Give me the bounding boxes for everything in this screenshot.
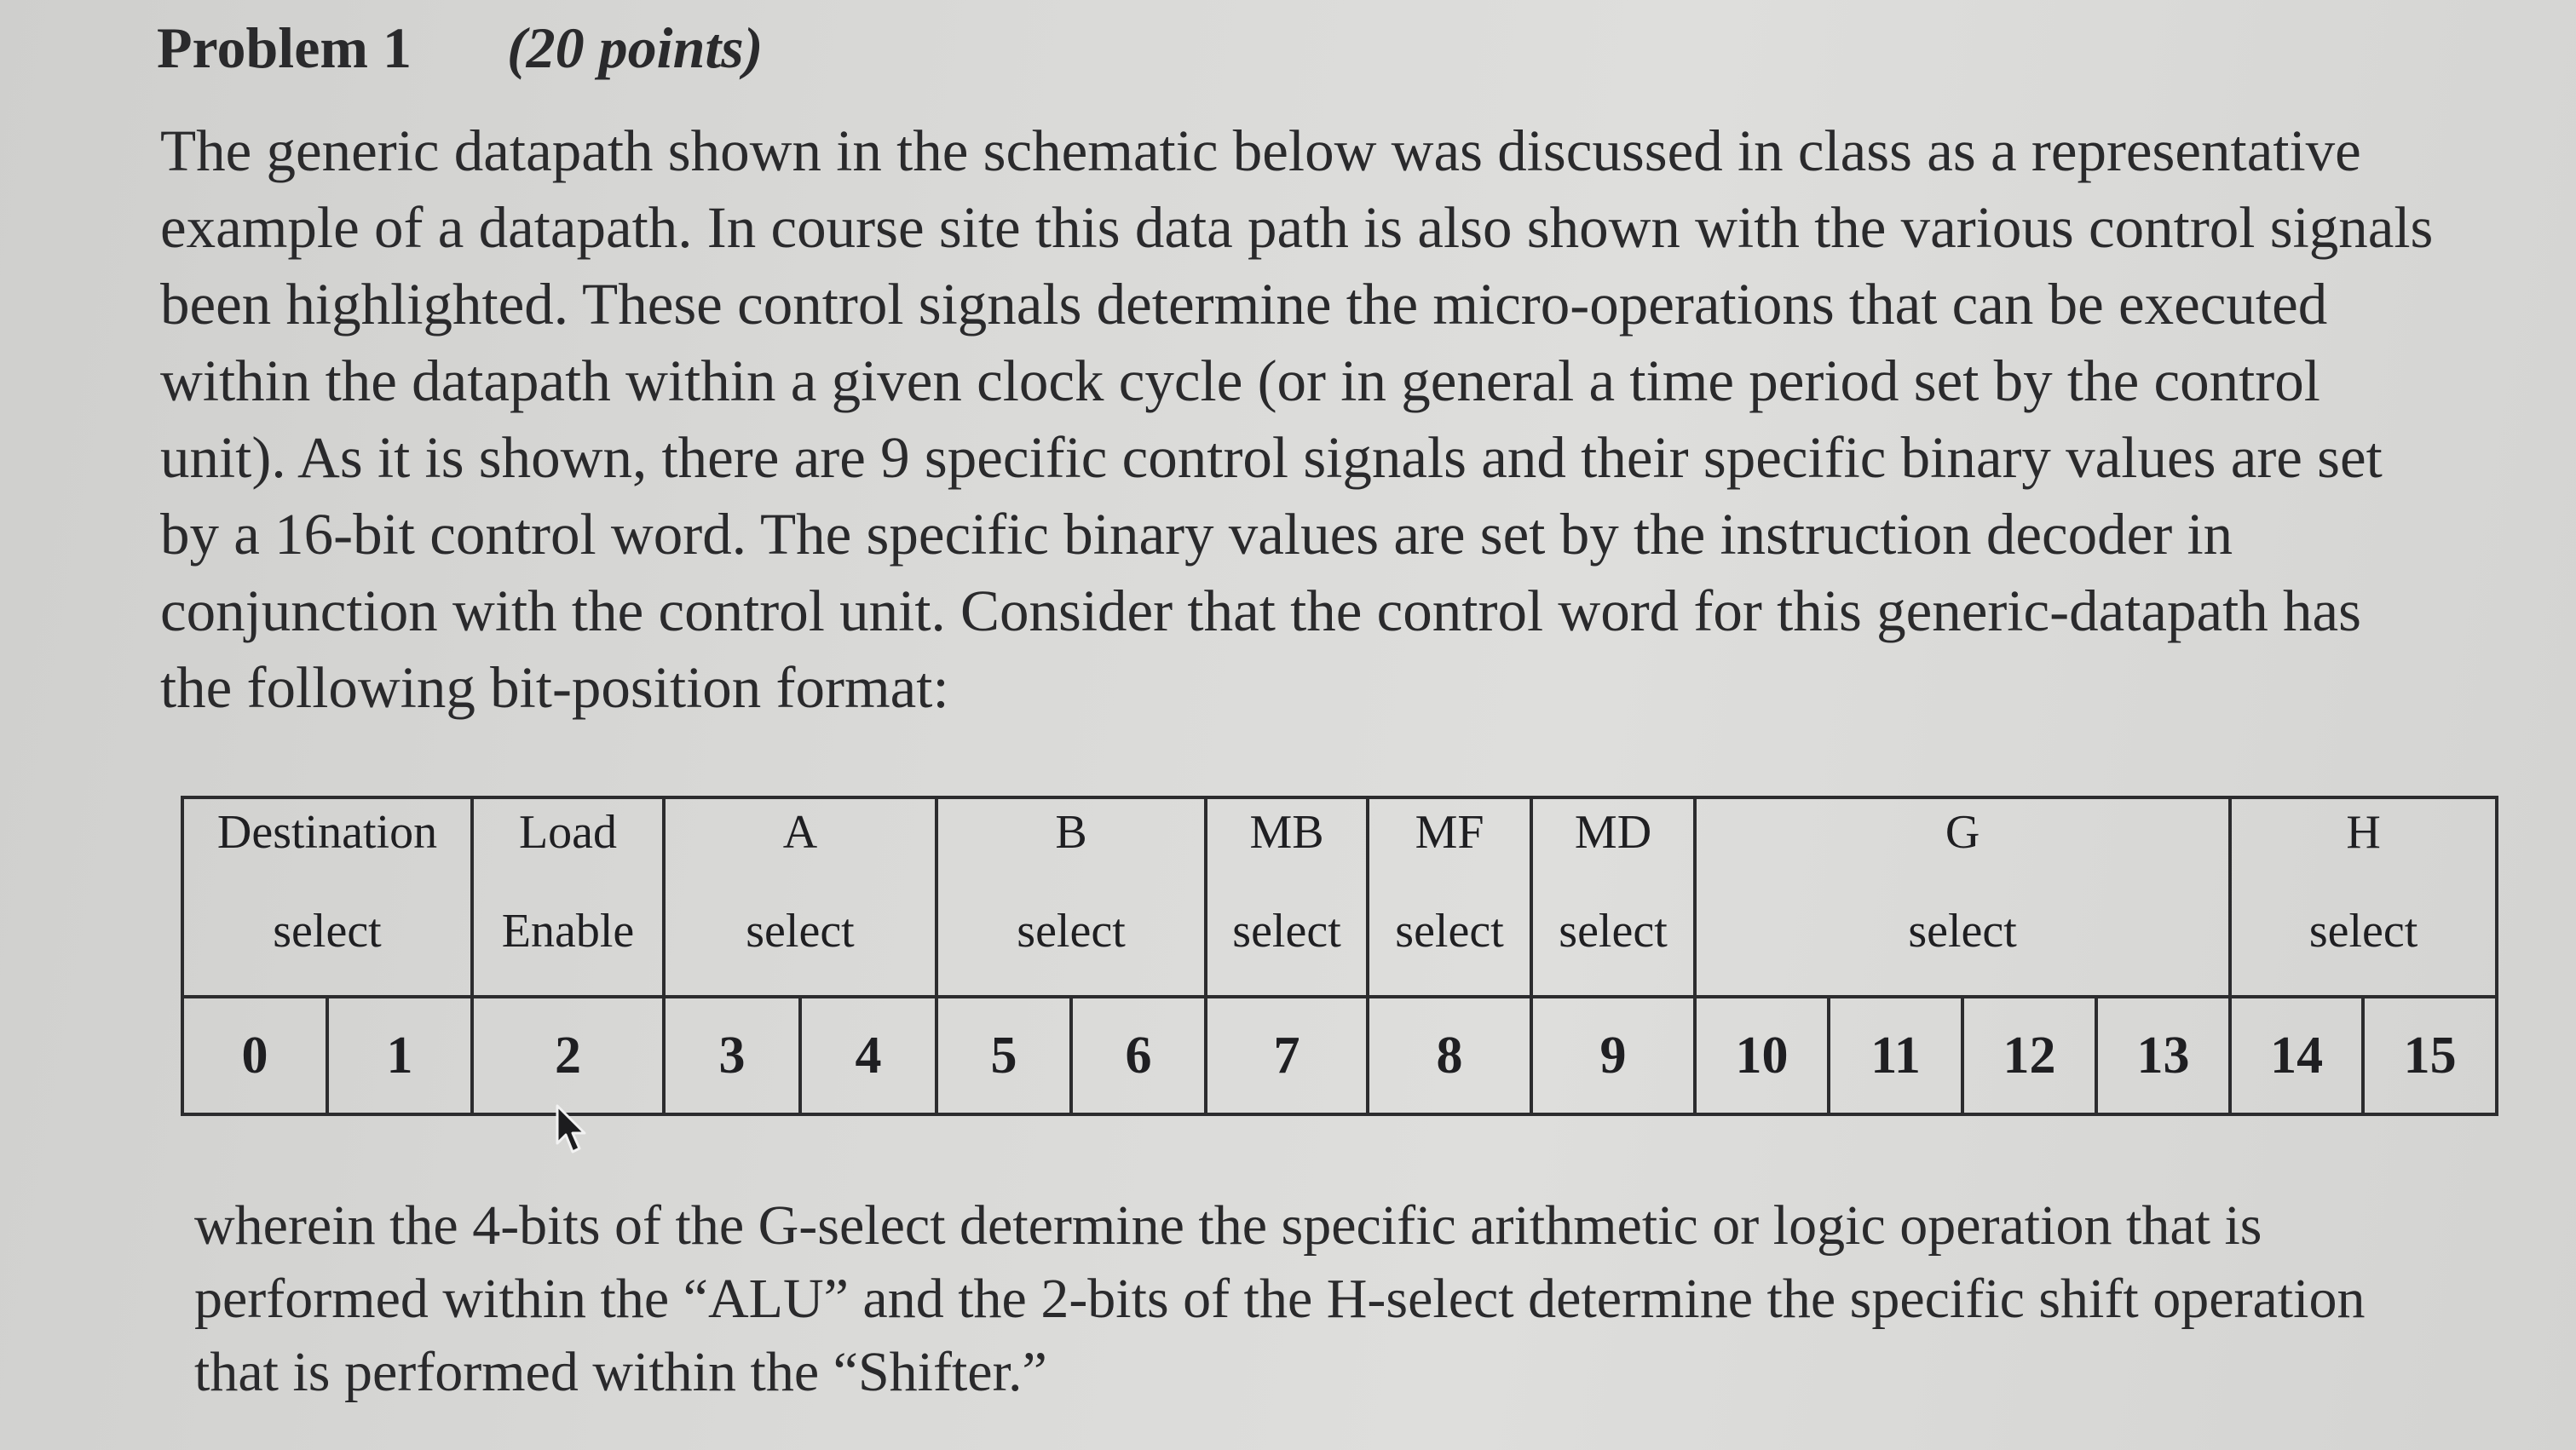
intro-line: The generic datapath shown in the schematic below was discussed in class as a representative xyxy=(160,118,2361,183)
field-b-select xyxy=(936,797,1206,997)
intro-line: been highlighted. These control signals determine the micro-operations that can be executed xyxy=(160,272,2328,337)
bit-position: 15 xyxy=(2363,997,2497,1114)
field-sub: select xyxy=(1395,905,1504,958)
bit-position: 3 xyxy=(664,997,800,1114)
field-mb-select xyxy=(1206,797,1368,997)
field-destination-select xyxy=(182,797,472,997)
field-sub: select xyxy=(746,905,855,958)
intro-line: by a 16-bit control word. The specific binary values are set by the instruction decoder in xyxy=(160,502,2233,567)
intro-line: the following bit-position format: xyxy=(160,655,949,720)
bit-position: 5 xyxy=(936,997,1071,1114)
field-name: Destination xyxy=(216,806,438,859)
bit-position: 8 xyxy=(1368,997,1531,1114)
bit-position: 10 xyxy=(1695,997,1829,1114)
bit-position: 11 xyxy=(1829,997,1962,1114)
outro-line: that is performed within the “Shifter.” xyxy=(194,1341,1047,1403)
field-sub: Enable xyxy=(501,905,635,958)
bit-position: 13 xyxy=(2096,997,2230,1114)
field-row xyxy=(182,797,2497,997)
field-sub: select xyxy=(2308,905,2418,958)
field-name: MD xyxy=(1574,806,1652,859)
mouse-pointer-icon xyxy=(556,1104,591,1155)
field-mf-select xyxy=(1368,797,1531,997)
problem-points: (20 points) xyxy=(507,15,764,80)
intro-line: within the datapath within a given clock cycle (or in general a time period set by the control xyxy=(160,348,2320,413)
field-name: G xyxy=(1945,806,1980,859)
intro-line: conjunction with the control unit. Consider that the control word for this generic-datapath has xyxy=(160,578,2362,643)
problem-heading xyxy=(157,12,763,83)
field-g-select xyxy=(1695,797,2230,997)
field-name: B xyxy=(1055,806,1087,859)
field-sub: select xyxy=(1908,905,2017,958)
intro-line: unit). As it is shown, there are 9 specific control signals and their specific binary values are set xyxy=(160,425,2383,490)
outro-line: performed within the “ALU” and the 2-bits of the H-select determine the specific shift operation xyxy=(194,1268,2366,1330)
bit-position: 1 xyxy=(327,997,472,1114)
field-name: Load xyxy=(518,806,618,859)
field-sub: select xyxy=(273,905,382,958)
field-name: H xyxy=(2346,806,2381,859)
bit-position: 12 xyxy=(1962,997,2096,1114)
bit-position-row xyxy=(182,997,2497,1114)
bit-position: 14 xyxy=(2230,997,2363,1114)
field-load-enable xyxy=(472,797,664,997)
field-name: MB xyxy=(1249,806,1324,859)
bit-position: 9 xyxy=(1531,997,1695,1114)
field-name: MF xyxy=(1415,806,1484,859)
intro-line: example of a datapath. In course site this data path is also shown with the various control signals xyxy=(160,195,2434,260)
bit-position: 4 xyxy=(800,997,936,1114)
field-sub: select xyxy=(1559,905,1668,958)
problem-title: Problem 1 xyxy=(157,15,412,80)
intro-paragraph xyxy=(160,112,2529,726)
field-sub: select xyxy=(1017,905,1126,958)
bit-position: 7 xyxy=(1206,997,1368,1114)
field-sub: select xyxy=(1232,905,1341,958)
outro-paragraph xyxy=(194,1189,2546,1409)
field-md-select xyxy=(1531,797,1695,997)
bit-position: 2 xyxy=(472,997,664,1114)
field-name: A xyxy=(782,806,818,859)
bit-position: 0 xyxy=(182,997,327,1114)
bit-position: 6 xyxy=(1071,997,1206,1114)
control-word-table xyxy=(181,796,2498,1116)
field-a-select xyxy=(664,797,936,997)
outro-line: wherein the 4-bits of the G-select determine the specific arithmetic or logic operation that is xyxy=(194,1194,2262,1257)
field-h-select xyxy=(2230,797,2497,997)
